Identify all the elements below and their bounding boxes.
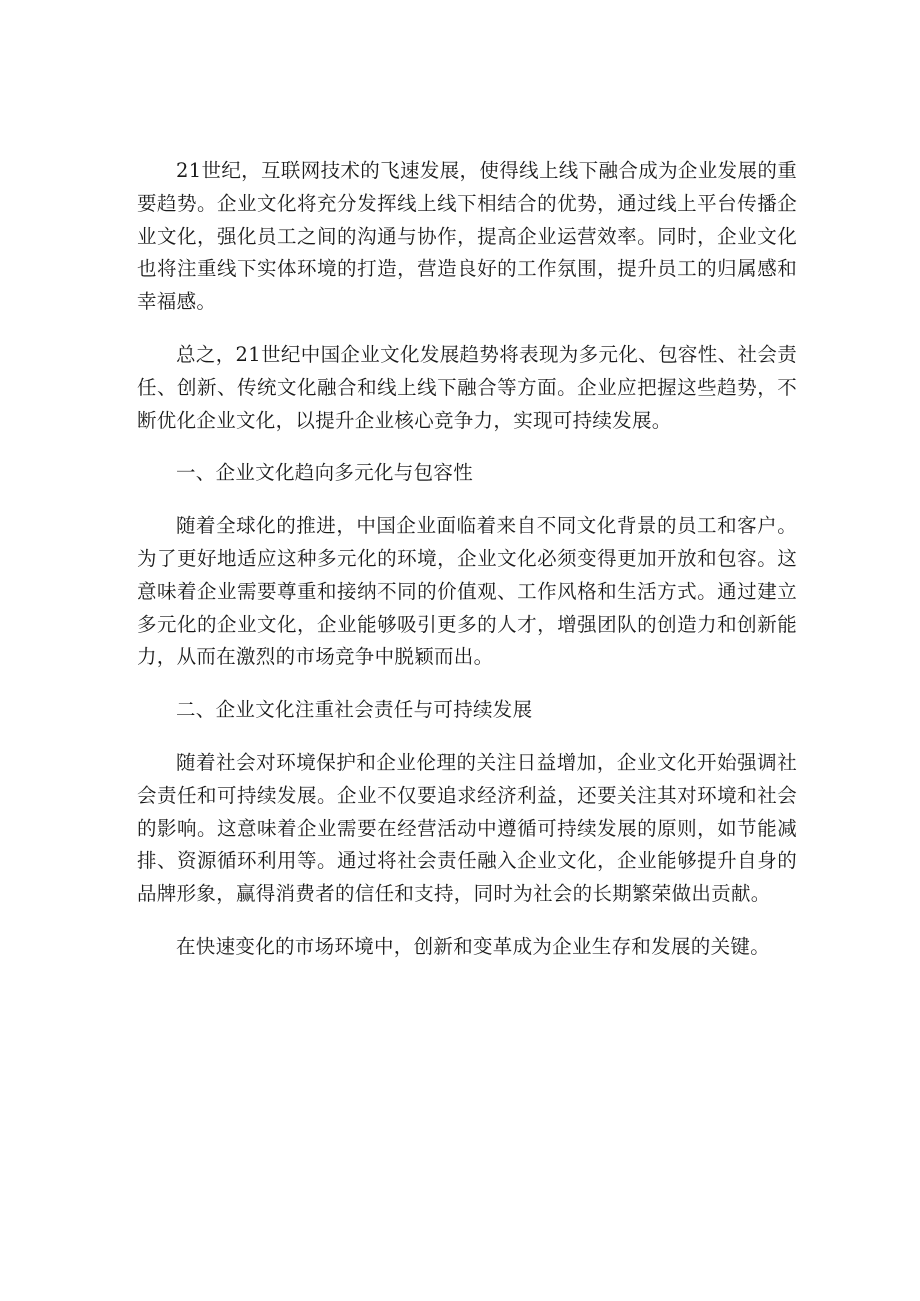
- document-body: [137, 155, 797, 984]
- paragraph-diversity: 随着全球化的推进，中国企业面临着来自不同文化背景的员工和客户。为了更好地适应这种多元化的环境，企业文化必须变得更加开放和包容。这意味着企业需要尊重和接纳不同的价值观、工作风格和生活方式。通过建立多元化的企业文化，企业能够吸引更多的人才，增强团队的创造力和创新能力，从而在激烈的市场竞争中脱颖而出。: [137, 514, 797, 669]
- section-heading-responsibility: 二、企业文化注重社会责任与可持续发展: [176, 698, 533, 722]
- paragraph-online-offline: 21世纪，互联网技术的飞速发展，使得线上线下融合成为企业发展的重要趋势。企业文化将充分发挥线上线下相结合的优势，通过线上平台传播企业文化，强化员工之间的沟通与协作，提高企业运营效率。同时，企业文化也将注重线下实体环境的打造，营造良好的工作氛围，提升员工的归属感和幸福感。: [137, 159, 797, 314]
- paragraph-responsibility: 随着社会对环境保护和企业伦理的关注日益增加，企业文化开始强调社会责任和可持续发展。企业不仅要追求经济利益，还要关注其对环境和社会的影响。这意味着企业需要在经营活动中遵循可持续发展的原则，如节能减排、资源循环利用等。通过将社会责任融入企业文化，企业能够提升自身的品牌形象，赢得消费者的信任和支持，同时为社会的长期繁荣做出贡献。: [137, 750, 797, 906]
- paragraph-summary: 总之，21世纪中国企业文化发展趋势将表现为多元化、包容性、社会责任、创新、传统文化融合和线上线下融合等方面。企业应把握这些趋势，不断优化企业文化，以提升企业核心竞争力，实现可持续发展。: [137, 342, 797, 432]
- section-heading-diversity: 一、企业文化趋向多元化与包容性: [176, 461, 474, 485]
- paragraph-innovation: 在快速变化的市场环境中，创新和变革成为企业生存和发展的关键。: [176, 934, 771, 958]
